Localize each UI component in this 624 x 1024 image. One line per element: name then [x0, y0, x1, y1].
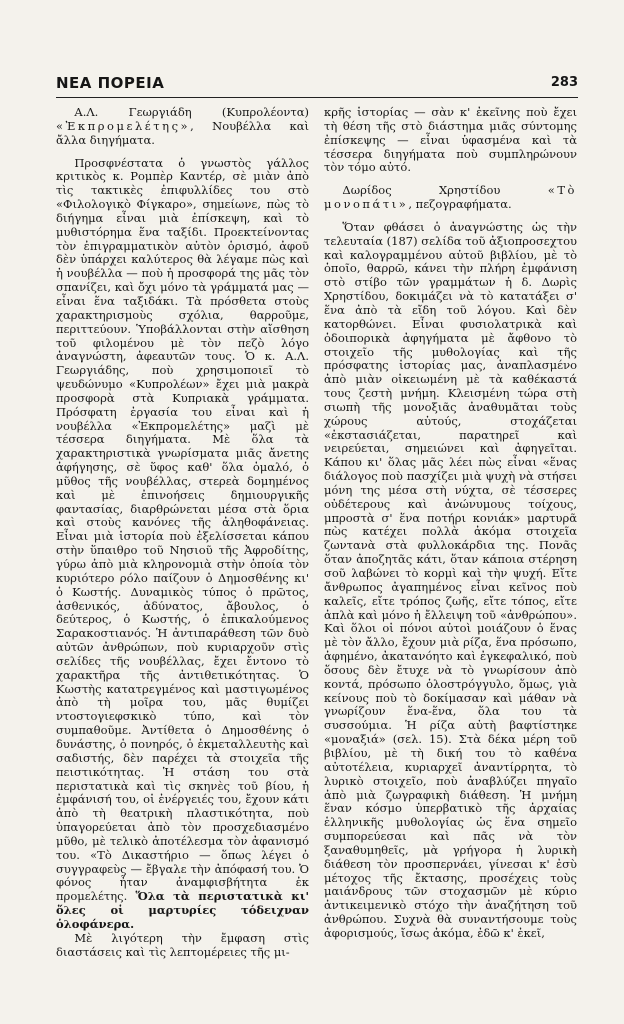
journal-title: ΝΕΑ ΠΟΡΕΙΑ [56, 74, 165, 92]
continued-text: κρῆς ἱστορίας — σὰν κ' ἐκεῖνης ποὺ ἔχει τὴ θέση τῆς στὸ διάστημα μιᾶς σύντομης ἐπίσκεψης — εἶναι ὑφασμένα καὶ τὰ τέσσερα διηγήματα ποὺ συμπληρώνουν τὸν τόμο αὐτό. [324, 106, 577, 175]
entry-book-title: «Ἐκπρομελέτης» [56, 118, 191, 133]
right-column [324, 106, 577, 996]
review-body [56, 157, 309, 932]
entry-description: , Νουβέλλα καὶ ἄλλα διηγήματα. [56, 118, 309, 147]
review-bold-quote: Ὅλα τὰ περιστατικὰ κι' ὅλες οἱ μαρτυρίες τόδειχναν ὁλοφάνερα. [56, 889, 309, 931]
review-body-2: Ὅταν φθάσει ὁ ἀναγνώστης ὡς τὴν τελευταία (187) σελίδα τοῦ ἀξιοπροσεχτου καὶ καλογραμμένου αὐτοῦ βιβλίου, μὲ τὸ ὁποῖο, θαρρῶ, κάνει τὴν πλήρη ἐμφάνιση στὸ στίβο τῶν γραμμάτων ἡ δ. Δωρὶς Χρηστίδου, δοκιμάζει νὰ τὸ κατατάξει σ' ἕνα ἀπὸ τὰ εἴδη τοῦ λόγου. Καὶ δὲν κατορθώνει. Εἶναι φυσιολατρικὰ καὶ ὁδοιπορικὰ ἀφηγήματα μὲ ἄφθονο τὸ στοιχεῖο τῆς μυθολογίας καὶ τῆς πρόσφατης ἱστορίας μας, ἀναπλασμένο ἀπὸ μιὰν οἰκειωμένη μὲ τὰ καθέκαστά τους ζεστὴ μνήμη. Κλεισμένη τώρα στὴ σιωπὴ τῆς μονοξιᾶς ἀναθυμᾶται τοὺς χώρους αὐτούς, στοχάζεται «ἐκστασιάζεται, παρατηρεῖ καὶ νειρεύεται, σημειώνει καὶ ἀφηγεῖται. Κάπου κι' ὅλας μᾶς λέει πὼς εἶναι «ἕνας διάλογος ποὺ πασχίζει μιὰ ψυχὴ νὰ στήσει μόνη της μέσα στὴ νύχτα, σὲ τέσσερες οὐδέτερους καὶ ἀνώνυμους τοίχους, μπροστὰ σ' ἕνα ποτήρι κονιάκ» μαρτυρᾶ πὼς κατέχει πολλὰ ἀκόμα στοιχεῖα ζωντανὰ στὰ φυλλοκάρδια της. Πονᾶς ὅταν ἀποζητᾶς κάτι, ὅταν κάποια στέρηση σοῦ λαβώνει τὸ κορμὶ καὶ τὴν ψυχή. Εἴτε ἄνθρωπος ἀγαπημένος εἶναι κεῖνος ποὺ καλεῖς, εἴτε τρόπος ζωῆς, εἴτε τόπος, εἴτε ἀπλὰ καὶ μόνο ἡ ἔλλειψη τοῦ «ἀνθρώπου». Καὶ ὅλοι οἱ πόνοι αὐτοὶ μοιάζουν ὁ ἕνας μὲ τὸν ἄλλο, ἔχουν μιὰ ρίζα, ἕνα πρόσωπο, ἀφημένο, ἀκατανόητο καὶ ἐγκεφαλικό, ποὺ ὅσους δὲν ἔτυχε νὰ τὸ γνωρίσουν ἀπὸ κοντά, πρόσωπο ὁλοστρόγγυλο, ὅμως, γιὰ κείνους ποὺ τὸ δοκίμασαν καὶ μάθαν νὰ γνωρίζουν ἕνα-ἕνα, ὅλα του τὰ συσσούμια. Ἡ ρίζα αὐτὴ βαφτίστηκε «μοναξιά» (σελ. 15). Στὰ δέκα μέρη τοῦ βιβλίου, μὲ τὴ δική του τὸ καθένα αὐτοτέλεια, κυριαρχεῖ ἀναντίρρητα, τὸ λυρικὸ στοιχεῖο, ποὺ ἀναβλύζει πηγαῖο ἀπὸ μιὰ ζωγραφικὴ διάθεση. Ἡ μνήμη ἕναν κόσμο ὑπερβατικὸ τῆς ἀρχαίας ἑλληνικῆς μυθολογίας ὡς ἕνα σημεῖο συμπορεύεσαι καὶ πᾶς νὰ τὸν ξαναθυμηθεῖς, μὰ γρήγορα ἡ λυρικὴ διάθεση τὸν προσπερνάει, γίνεσαι κ' ἐσὺ μέτοχος τῆς ἔκτασης, προσέχεις τοὺς μαιάνδρους τῶν στοχασμῶν μὲ κύριο ἀντικειμενικὸ στόχο τὴν ἀναζήτηση τοῦ ἀνθρώπου. Συχνὰ θὰ συναντήσουμε τοὺς ἀφορισμούς, ἴσως ἀκόμα, ἐδῶ κ' ἐκεῖ, [324, 219, 577, 940]
review-text: Προσφνέστατα ὁ γνωστὸς γάλλος κριτικὸς κ. Ρομπὲρ Καντέρ, σὲ μιὰν ἀπὸ τὶς τακτικὲς ἐπιφυλλίδες του στὸ «Φιλολογικὸ Φίγκαρο», σημείωνε, πὼς τὸ διήγημα εἶναι μιὰ ἐπίσκεψη, καὶ τὸ μυθιστόρημα ἕνα ταξίδι. Προεκτείνοντας τὸν ἐπιγραμματικὸν αὐτὸν ὁρισμό, ἀφοῦ δὲν ὑπάρχει καλύτερος θὰ λέγαμε πὼς καὶ ἡ νουβέλλα — ποὺ ἡ προσφορά της μᾶς τὸν σπανίζει, καὶ ὄχι μόνο τὰ γράμματά μας — εἶναι ἕνα ταξιδάκι. Τὰ πρόσθετα στοὺς χαρακτηρισμοὺς σχόλια, θαρροῦμε, περιττεύουν. Ὑποβάλλονται στὴν αἴσθηση τοῦ φιλομένου μὲ τὸν πεζὸ λόγο ἀναγνώστη, ἀφεαυτῶν τους. Ὁ κ. Α.Λ. Γεωργιάδης, ποὺ χρησιμοποιεῖ τὸ ψευδώνυμο «Κυπρολέων» ἔχει μιὰ μακρὰ προσφορὰ στὰ Κυπριακὰ γράμματα. Πρόσφατη ἐργασία του εἶναι καὶ ἡ νουβέλλα «Ἐκπρομελέτης» μαζὶ μὲ τέσσερα διηγήματα. Μὲ ὅλα τὰ χαρακτηριστικὰ γνωρίσματα μιᾶς ἄνετης ἀφήγησης, σὲ ὕφος καθ' ὅλα ὁμαλό, ὁ μῦθος τῆς νουβέλλας, στερεὰ δομημένος καὶ μὲ ἐπινοήσεις δημιουργικῆς φαντασίας, διαρθρώνεται μέσα στὰ ὅρια καὶ στοὺς κανόνες τῆς ἀληθοφάνειας. Εἶναι μιὰ ἱστορία ποὺ ἐξελίσσεται κάπου στὴν ὕπαιθρο τοῦ Νησιοῦ τῆς Ἀφροδίτης, γύρω ἀπὸ μιὰ κληρονομιὰ στὴν ὁποία τὸν κυριότερο ρόλο παίζουν ὁ Δημοσθένης κι' ὁ Κωστής. Δυναμικὸς τύπος ὁ πρῶτος, ἀσθενικός, ἀδύνατος, ἄβουλος, ὁ δεύτερος, ὁ Κωστής, ὁ ἐπικαλούμενος Σαρακοστιανός. Ἡ ἀντιπαράθεση τῶν δυὸ αὐτῶν ἀνθρώπων, ποὺ κυριαρχοῦν στὶς σελίδες τῆς νουβέλλας, ἔχει ἔντονο τὸ χαρακτῆρα τῆς ἀντιθετικότητας. Ὁ Κωστὴς κατατρεγμένος καὶ μαστιγωμένος ἀπὸ τὴ μοῖρα του, μᾶς θυμίζει ντοστογιεφσκικὸ τύπο, καὶ τὸν συμπαθοῦμε. Ἀντίθετα ὁ Δημοσθένης ὁ δυνάστης, ὁ πονηρός, ὁ ἐκμεταλλευτὴς καὶ σαδιστής, δὲν παρέχει τὰ στοιχεῖα τῆς πειστικότητας. Ἡ στάση του στὰ περιστατικὰ καὶ τὶς σκηνὲς τοῦ βίου, ἡ ἐμφάνισή του, οἱ ἐνέργειές του, ἔχουν κάτι ἀπὸ τὴ θεατρικὴ πλαστικότητα, ποὺ ὑπαγορεύεται ἀπὸ τὸν προσχεδιασμένο μῦθο, μὲ τελικὸ ἀποτέλεσμα τὸν ἀφανισμό του. «Τὸ Δικαστήριο — ὅπως λέγει ὁ συγγραφεὺς — ἔβγαλε τὴν ἀπόφασή του. Ὁ φόνος ἦταν ἀναμφισβήτητα ἐκ προμελέτης. [56, 155, 309, 904]
review-entry-heading-2 [324, 184, 577, 212]
entry-author-2: Δωρίδος Χρηστίδου [342, 183, 548, 198]
header-rule [56, 97, 578, 98]
entry-book-title-2: «Τὸ μονοπάτι» [324, 183, 577, 212]
review-entry-heading [56, 106, 309, 148]
page-number: 283 [550, 75, 578, 90]
entry-author: Α.Λ. Γεωργιάδη (Κυπρολέοντα) [74, 106, 309, 119]
entry-description-2: , πεζογραφήματα. [408, 197, 512, 212]
review-last-paragraph: Μὲ λιγότερη τὴν ἔμφαση στὶς διαστάσεις καὶ τὶς λεπτομέρειες τῆς μι- [56, 930, 309, 959]
left-column [56, 106, 309, 996]
running-header [56, 74, 578, 98]
